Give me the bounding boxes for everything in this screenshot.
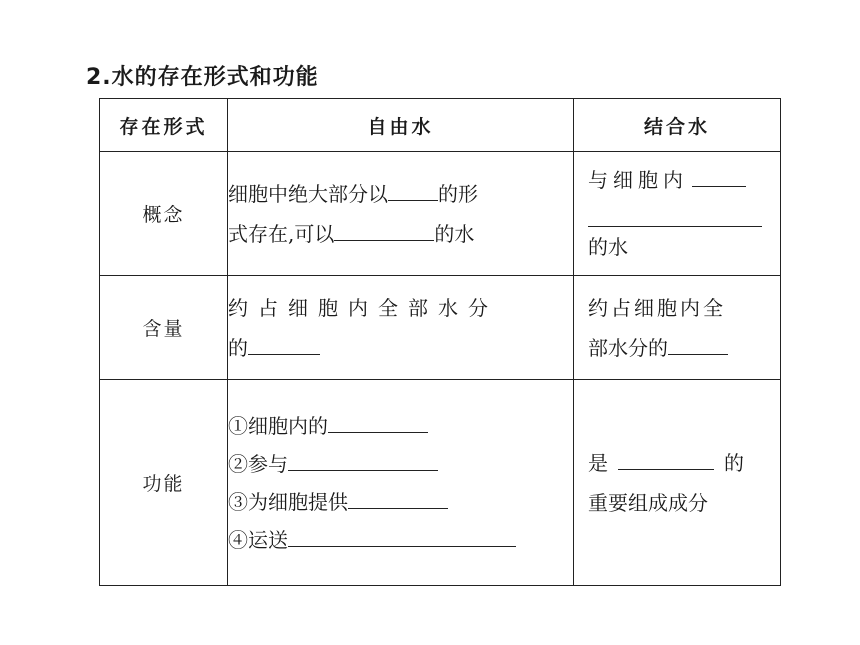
function-bound-text-2: 的 [724, 450, 744, 475]
blank-line [248, 332, 320, 355]
content-bound-text-1: 约占细胞内全 [588, 295, 726, 320]
content-free-cell [228, 276, 574, 380]
blank-line [588, 200, 762, 227]
content-label: 含量 [100, 276, 228, 380]
concept-bound-cell [574, 152, 781, 276]
header-form: 存在形式 [100, 99, 228, 152]
blank-line [692, 164, 746, 187]
content-free-text-2: 的 [228, 335, 248, 360]
function-free-item-4: ④运送 [228, 527, 288, 552]
function-bound-text-1: 是 [588, 450, 608, 475]
blank-line [348, 486, 448, 509]
function-row [100, 380, 781, 586]
concept-free-text-4: 的水 [434, 221, 475, 246]
blank-line [668, 332, 728, 355]
concept-bound-text-2: 的水 [588, 235, 628, 259]
concept-bound-text-1: 与细胞内 [588, 168, 688, 192]
content-bound-cell [574, 276, 781, 380]
concept-row [100, 152, 781, 276]
content-row [100, 276, 781, 380]
content-bound-text-2: 部水分的 [588, 335, 668, 360]
blank-line [334, 218, 434, 241]
function-bound-cell [574, 380, 781, 586]
function-bound-text-3: 重要组成成分 [588, 490, 708, 515]
concept-free-text-1: 细胞中绝大部分以 [228, 181, 388, 206]
blank-line [328, 410, 428, 433]
concept-free-text-3: 式存在,可以 [228, 221, 335, 246]
content-free-text-1: 约占细胞内全部水分 [228, 295, 498, 320]
concept-label: 概念 [100, 152, 228, 276]
function-free-item-3: ③为细胞提供 [228, 489, 348, 514]
function-label: 功能 [100, 380, 228, 586]
function-free-item-2: ②参与 [228, 451, 288, 476]
header-row [100, 99, 781, 152]
blank-line [288, 448, 438, 471]
blank-line [618, 447, 714, 470]
section-title: 2.水的存在形式和功能 [86, 65, 319, 90]
concept-free-cell [228, 152, 574, 276]
function-free-cell [228, 380, 574, 586]
header-bound-water: 结合水 [574, 99, 781, 152]
function-free-item-1: ①细胞内的 [228, 413, 328, 438]
blank-line [388, 178, 438, 201]
blank-line [288, 524, 516, 547]
header-free-water: 自由水 [228, 99, 574, 152]
concept-free-text-2: 的形 [438, 181, 478, 206]
water-forms-table [99, 98, 781, 586]
